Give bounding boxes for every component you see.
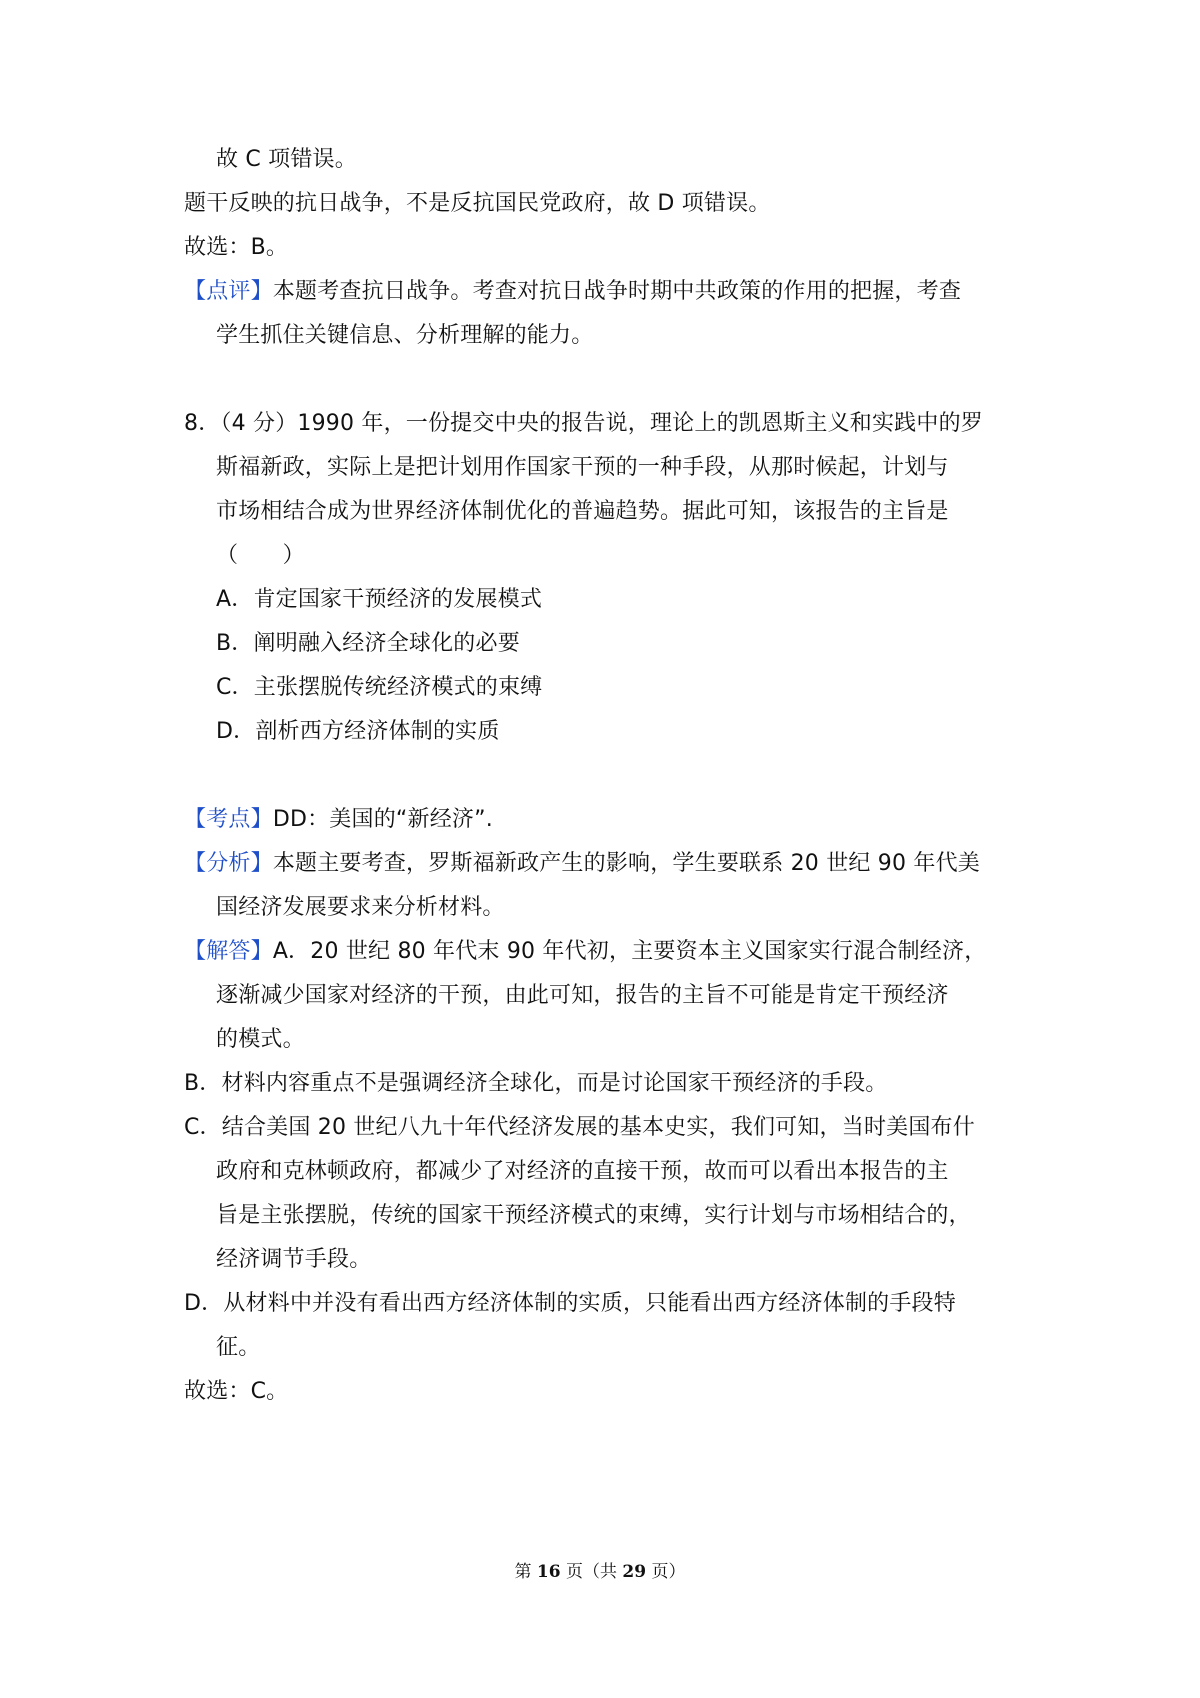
prev-comment	[184, 278, 961, 306]
prev-line-1: 故 C 项错误。	[216, 147, 357, 172]
explain-c-line-2: 政府和克林顿政府，都减少了对经济的直接干预，故而可以看出本报告的主	[216, 1159, 949, 1184]
explain-c-line-4: 经济调节手段。	[216, 1247, 372, 1272]
final-answer: 故选：C。	[184, 1379, 289, 1404]
footer-post: 页）	[646, 1562, 686, 1582]
footer-pre: 第	[514, 1562, 537, 1582]
option-d: D．剖析西方经济体制的实质	[216, 719, 500, 744]
footer-total-pages: 29	[622, 1562, 647, 1582]
page-footer	[0, 1560, 1200, 1584]
explain-d-line-1: D．从材料中并没有看出西方经济体制的实质，只能看出西方经济体制的手段特	[184, 1291, 956, 1316]
fenxi-text: 本题主要考查，罗斯福新政产生的影响，学生要联系 20 世纪 90 年代美	[272, 851, 980, 876]
fenxi-line-2: 国经济发展要求来分析材料。	[216, 895, 505, 920]
jieda-line-2: 逐渐减少国家对经济的干预，由此可知，报告的主旨不可能是肯定干预经济	[216, 983, 949, 1008]
comment-tag: 【点评】	[184, 279, 273, 304]
jieda-text: A．20 世纪 80 年代末 90 年代初，主要资本主义国家实行混合制经济，	[272, 939, 987, 964]
question-stem-line-3: 市场相结合成为世界经济体制优化的普遍趋势。据此可知，该报告的主旨是	[216, 499, 949, 524]
jieda-line-3: 的模式。	[216, 1027, 305, 1052]
kaodian-tag: 【考点】	[184, 807, 273, 832]
option-a: A．肯定国家干预经济的发展模式	[216, 587, 543, 612]
question-stem-line-2: 斯福新政，实际上是把计划用作国家干预的一种手段，从那时候起，计划与	[216, 455, 949, 480]
prev-answer: 故选：B。	[184, 235, 289, 260]
kaodian-text: DD：美国的“新经济”.	[272, 807, 493, 832]
option-b: B．阐明融入经济全球化的必要	[216, 631, 520, 656]
jieda-line	[184, 938, 986, 966]
fenxi-line	[184, 850, 980, 878]
prev-line-2: 题干反映的抗日战争，不是反抗国民党政府，故 D 项错误。	[184, 191, 771, 216]
question-stem-line-1: 8．（4 分）1990 年，一份提交中央的报告说，理论上的凯恩斯主义和实践中的罗	[184, 411, 983, 436]
kaodian-line	[184, 806, 493, 834]
explain-c-line-3: 旨是主张摆脱，传统的国家干预经济模式的束缚，实行计划与市场相结合的，	[216, 1203, 971, 1228]
prev-comment-line-2: 学生抓住关键信息、分析理解的能力。	[216, 323, 594, 348]
comment-text: 本题考查抗日战争。考查对抗日战争时期中共政策的作用的把握，考查	[272, 279, 962, 304]
footer-page-number: 16	[536, 1562, 561, 1582]
question-stem-line-4: （ ）	[216, 543, 305, 568]
explain-d-line-2: 征。	[216, 1335, 261, 1360]
explain-c-line-1: C．结合美国 20 世纪八九十年代经济发展的基本史实，我们可知，当时美国布什	[184, 1115, 975, 1140]
jieda-tag: 【解答】	[184, 939, 273, 964]
footer-mid: 页（共	[560, 1562, 623, 1582]
explain-b: B．材料内容重点不是强调经济全球化，而是讨论国家干预经济的手段。	[184, 1071, 888, 1096]
fenxi-tag: 【分析】	[184, 851, 273, 876]
option-c: C．主张摆脱传统经济模式的束缚	[216, 675, 543, 700]
